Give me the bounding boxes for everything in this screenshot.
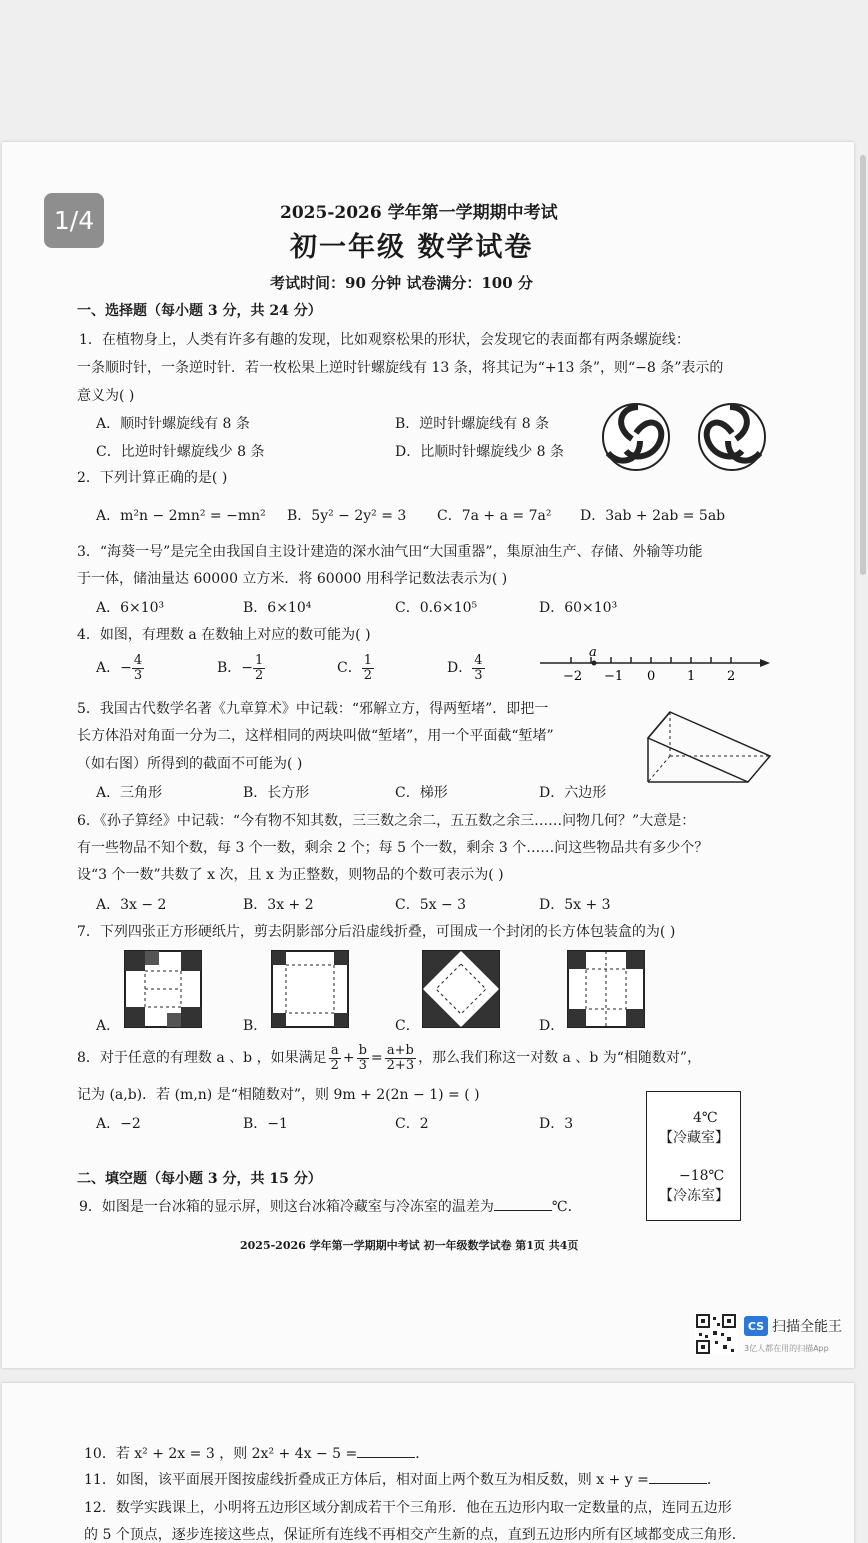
q8-plus: +: [342, 1049, 355, 1066]
q9-unit: ℃．: [551, 1199, 582, 1215]
exam-info: 考试时间：90 分钟 试卷满分：100 分: [270, 274, 533, 292]
q12-line-2: 的 5 个顶点，逐步连接这些点，保证所有连线不再相交产生新的点，直到五边形内所有区域都变成三角形．: [84, 1527, 746, 1543]
q7-figure-c: [422, 950, 500, 1028]
fridge-label-cold-room: 【冷藏室】: [659, 1130, 729, 1146]
q11-line: [84, 1472, 721, 1489]
q10-text: 10．若 x² + 2x = 3 ，则 2x² + 4x − 5 =: [84, 1446, 358, 1462]
q5-option-b: B．长方形: [243, 785, 310, 801]
page-indicator: 1/4: [44, 193, 104, 248]
q4-option-a: [96, 654, 144, 682]
q4-option-c: [337, 654, 374, 682]
q8-tail: ，那么我们称这一对数 a 、b 为“相随数对”，: [418, 1049, 702, 1066]
q7-stem: 7．下列四张正方形硬纸片，剪去阴影部分后沿虚线折叠，可围成一个封闭的长方体包装盒的为( ): [77, 924, 676, 940]
q1-option-b: B．逆时针螺旋线有 8 条: [395, 416, 550, 432]
q7-figure-a: [124, 950, 202, 1028]
fraction-denominator: 2: [330, 1057, 339, 1073]
q6-option-c: C．5x − 3: [395, 897, 467, 913]
q8-option-a: A．−2: [96, 1116, 141, 1132]
q4-option-d-fraction: [472, 654, 484, 682]
q4-option-b-fraction: [253, 654, 265, 682]
q10-end: ．: [415, 1446, 430, 1462]
q8-fraction-a: [329, 1044, 341, 1072]
q7-option-d: D．: [539, 1018, 565, 1034]
q8-fraction-sum: [385, 1044, 416, 1072]
fraction-numerator: 1: [255, 653, 264, 668]
exam-title: 2025-2026 学年第一学期期中考试: [280, 203, 558, 223]
q4-option-c-fraction: [362, 654, 374, 682]
q4-option-b-label: B．−: [217, 660, 254, 677]
q2-option-b: B．5y² − 2y² = 3: [287, 508, 407, 524]
q8-line-2: 记为 (a,b)．若 (m,n) 是“相随数对”，则 9m + 2(2n − 1) = ( ): [77, 1087, 480, 1103]
q3-line-1: 3．“海葵一号”是完全由我国自主设计建造的深水油气田“大国重器”，集原油生产、存储、外输等功能: [77, 544, 703, 560]
q8-line-1: [77, 1044, 701, 1072]
fraction-numerator: 4: [474, 653, 483, 668]
q9-line: [79, 1199, 582, 1216]
q8-option-c: C．2: [395, 1116, 429, 1132]
fraction-numerator: 4: [133, 653, 143, 668]
fraction-denominator: 3: [358, 1057, 367, 1073]
qiandu-prism-figure: [645, 708, 775, 786]
q11-answer-blank: [649, 1472, 707, 1484]
q4-option-a-label: A．−: [96, 660, 132, 677]
q5-option-d: D．六边形: [539, 785, 607, 801]
q5-line-2: 长方体沿对角面一分为二，这样相同的两块叫做“堑堵”，用一个平面截“堑堵”: [77, 728, 554, 744]
q2-option-c: C．7a + a = 7a²: [437, 508, 552, 524]
fraction-numerator: b: [358, 1043, 367, 1058]
q4-option-b: [217, 654, 265, 682]
q9-answer-blank: [494, 1199, 552, 1211]
q8-fraction-b: [357, 1044, 369, 1072]
q3-option-b: B．6×10⁴: [243, 600, 312, 616]
axis-tick-label: −2: [563, 669, 583, 684]
q11-end: ．: [706, 1472, 721, 1488]
q4-option-d-label: D．: [447, 660, 473, 677]
fridge-display-figure: [646, 1091, 741, 1221]
q6-option-a: A．3x − 2: [96, 897, 167, 913]
q10-answer-blank: [357, 1446, 415, 1458]
q5-option-c: C．梯形: [395, 785, 448, 801]
q2-option-d: D．3ab + 2ab = 5ab: [580, 508, 726, 524]
q6-option-d: D．5x + 3: [539, 897, 611, 913]
fraction-denominator: 2: [363, 667, 372, 683]
exam-page-2: [2, 1383, 854, 1543]
fraction-numerator: a: [330, 1043, 339, 1058]
q1-option-a: A．顺时针螺旋线有 8 条: [96, 416, 250, 432]
q6-line-1: 6．《孙子算经》中记载：“今有物不知其数，三三数之余二，五五数之余三……问物几何？”大意是：: [77, 813, 696, 829]
q6-line-3: 设“3 个一数”共数了 x 次，且 x 为正整数，则物品的个数可表示为( ): [77, 867, 504, 883]
q7-option-b: B．: [243, 1018, 268, 1034]
q1-line-1: 1．在植物身上，人类有许多有趣的发现，比如观察松果的形状，会发现它的表面都有两条螺旋线：: [79, 332, 690, 348]
axis-point-marker: [592, 661, 597, 666]
camscanner-tagline: 3亿人都在用的扫描App: [744, 1344, 829, 1353]
fraction-numerator: a+b: [386, 1043, 414, 1058]
q3-option-c: C．0.6×10⁵: [395, 600, 478, 616]
section-2-title: 二、填空题（每小题 3 分，共 15 分）: [77, 1171, 322, 1187]
q1-line-2: 一条顺时针，一条逆时针．若一枚松果上逆时针螺旋线有 13 条，将其记为“+13 条”，则“−8 条”表示的: [77, 360, 724, 376]
pinecone-spiral-figure: [600, 402, 770, 472]
number-line-figure: [538, 643, 774, 685]
axis-tick-label: 0: [647, 669, 656, 684]
fraction-numerator: 1: [363, 653, 372, 668]
camscanner-logo: CS: [744, 1316, 768, 1336]
camscanner-name: 扫描全能王: [772, 1319, 842, 1335]
axis-point-label: a: [589, 645, 597, 660]
q10-line: [84, 1446, 429, 1463]
q3-option-a: A．6×10³: [96, 600, 165, 616]
q6-option-b: B．3x + 2: [243, 897, 314, 913]
q5-line-3: （如右图）所得到的截面不可能为( ): [77, 756, 303, 772]
q4-option-a-fraction: [132, 654, 144, 682]
q2-stem: 2．下列计算正确的是( ): [77, 470, 228, 486]
q5-option-a: A．三角形: [96, 785, 163, 801]
fraction-denominator: 3: [474, 667, 483, 683]
axis-tick-label: 1: [687, 669, 696, 684]
q7-option-a: A．: [96, 1018, 121, 1034]
q8-option-d: D．3: [539, 1116, 574, 1132]
q8-option-b: B．−1: [243, 1116, 288, 1132]
q7-figure-d: [567, 950, 645, 1028]
fraction-denominator: 2+3: [386, 1057, 415, 1073]
q12-line-1: 12．数学实践课上，小明将五边形区域分割成若干个三角形．他在五边形内取一定数量的点，连同五边形: [84, 1500, 732, 1516]
q9-text: 9．如图是一台冰箱的显示屏，则这台冰箱冷藏室与冷冻室的温差为: [79, 1199, 494, 1215]
fraction-denominator: 2: [255, 667, 264, 683]
q11-text: 11．如图，该平面展开图按虚线折叠成正方体后，相对面上两个数互为相反数，则 x + y =: [84, 1472, 649, 1488]
q1-option-c: C．比逆时针螺旋线少 8 条: [96, 444, 265, 460]
fridge-temp-freezer: −18℃: [679, 1168, 725, 1184]
q1-option-d: D．比顺时针螺旋线少 8 条: [395, 444, 565, 460]
axis-tick-label: −1: [604, 669, 624, 684]
q4-option-c-label: C．: [337, 660, 362, 677]
scrollbar[interactable]: [860, 155, 866, 575]
q7-figure-b: [271, 950, 349, 1028]
q4-stem: 4．如图，有理数 a 在数轴上对应的数可能为( ): [77, 627, 371, 643]
q6-line-2: 有一些物品不知个数，每 3 个一数，剩余 2 个；每 5 个一数，剩余 3 个……问这些物品共有多少个？: [77, 840, 709, 856]
section-1-title: 一、选择题（每小题 3 分，共 24 分）: [77, 303, 322, 319]
page-footer: 2025-2026 学年第一学期期中考试 初一年级数学试卷 第1页 共4页: [240, 1239, 579, 1252]
q7-option-c: C．: [395, 1018, 420, 1034]
q4-option-d: [447, 654, 485, 682]
q8-equals: =: [370, 1049, 383, 1066]
fridge-label-freezer: 【冷冻室】: [659, 1188, 729, 1204]
subject-title: 初一年级 数学试卷: [290, 232, 534, 263]
q5-line-1: 5．我国古代数学名著《九章算术》中记载：“邪解立方，得两堑堵”．即把一: [77, 701, 549, 717]
qr-code-icon: [695, 1313, 737, 1355]
q8-lead: 8．对于任意的有理数 a 、b ，如果满足: [77, 1049, 327, 1066]
q3-line-2: 于一体，储油量达 60000 立方米．将 60000 用科学记数法表示为( ): [77, 571, 508, 587]
q2-option-a: A．m²n − 2mn² = −mn²: [96, 508, 266, 524]
fridge-temp-cold-room: 4℃: [693, 1110, 718, 1126]
fraction-denominator: 3: [133, 667, 143, 683]
q1-line-3: 意义为( ): [77, 388, 135, 404]
q3-option-d: D．60×10³: [539, 600, 618, 616]
axis-tick-label: 2: [727, 669, 736, 684]
